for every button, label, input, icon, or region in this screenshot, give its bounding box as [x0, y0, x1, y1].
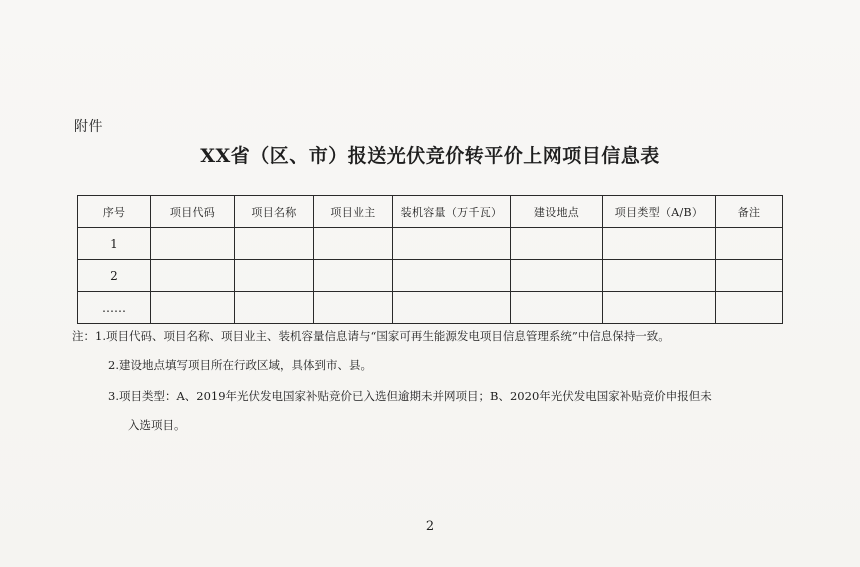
- note-line-1: 注：1.项目代码、项目名称、项目业主、装机容量信息请与“国家可再生能源发电项目信息管理系统”中信息保持一致。: [72, 329, 670, 343]
- project-info-table: [77, 195, 783, 324]
- table-cell: 1: [78, 228, 151, 260]
- table-cell: [151, 260, 235, 292]
- page-number: 2: [425, 519, 435, 534]
- table-cell: [511, 228, 603, 260]
- attachment-label: 附件: [74, 119, 103, 135]
- table-cell: [314, 228, 393, 260]
- header-installed-capacity: 装机容量（万千瓦）: [393, 196, 511, 228]
- note-line-3: 3.项目类型：A、2019年光伏发电国家补贴竞价已入选但逾期未并网项目；B、2020年光伏发电国家补贴竞价申报但未: [108, 389, 712, 403]
- note-line-2: 2.建设地点填写项目所在行政区域，具体到市、县。: [108, 358, 372, 372]
- table-cell: [603, 260, 716, 292]
- table-cell: [603, 292, 716, 324]
- table-cell: [511, 260, 603, 292]
- table-cell: [603, 228, 716, 260]
- note-line-4: 入选项目。: [128, 418, 186, 432]
- table-row: [78, 292, 783, 324]
- header-location: 建设地点: [511, 196, 603, 228]
- table-cell: [314, 292, 393, 324]
- table-cell: [511, 292, 603, 324]
- table-cell: [716, 260, 783, 292]
- table-cell: [151, 292, 235, 324]
- table-cell: [393, 260, 511, 292]
- header-project-owner: 项目业主: [314, 196, 393, 228]
- table-cell: 2: [78, 260, 151, 292]
- table-header-row: [78, 196, 783, 228]
- table-cell: [393, 292, 511, 324]
- table-row: [78, 260, 783, 292]
- table-cell: [235, 260, 314, 292]
- table-cell: [716, 292, 783, 324]
- header-project-type: 项目类型（A/B）: [603, 196, 716, 228]
- table-cell: [235, 292, 314, 324]
- table-cell: [393, 228, 511, 260]
- table-cell: [151, 228, 235, 260]
- header-project-code: 项目代码: [151, 196, 235, 228]
- header-project-name: 项目名称: [235, 196, 314, 228]
- header-serial: 序号: [78, 196, 151, 228]
- table-cell: [314, 260, 393, 292]
- document-title: XX省（区、市）报送光伏竞价转平价上网项目信息表: [200, 145, 660, 167]
- table-cell: [235, 228, 314, 260]
- table-cell: ……: [78, 292, 151, 324]
- table-row: [78, 228, 783, 260]
- header-remarks: 备注: [716, 196, 783, 228]
- table-cell: [716, 228, 783, 260]
